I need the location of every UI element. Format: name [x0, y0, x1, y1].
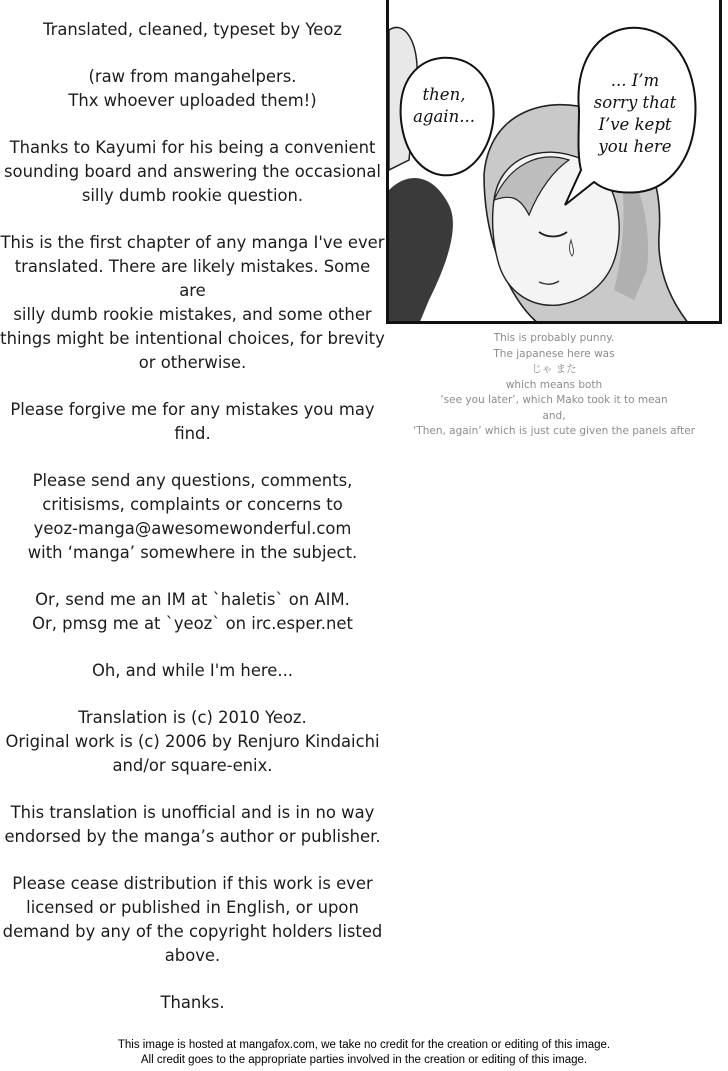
note-paragraph — [0, 872, 385, 968]
note-line: Thx whoever uploaded them!) — [68, 91, 317, 110]
note-line: sounding board and answering the occasional — [4, 162, 381, 181]
figure-shadow — [389, 178, 453, 324]
note-line: critisisms, complaints or concerns to — [42, 495, 343, 514]
note-line: find. — [174, 424, 211, 443]
note-line: Thanks to Kayumi for his being a convenient — [9, 138, 376, 157]
hosting-credit — [0, 1038, 728, 1068]
note-line: (raw from mangahelpers. — [88, 67, 297, 86]
speech-line: then, — [422, 85, 466, 104]
note-line: translated. There are likely mistakes. Some are — [14, 257, 371, 300]
speech-line: you here — [598, 137, 672, 156]
note-line: things might be intentional choices, for brevity — [0, 329, 385, 348]
note-line: endorsed by the manga’s author or publisher. — [4, 827, 381, 846]
note-line: silly dumb rookie question. — [81, 186, 304, 205]
note-line: Or, pmsg me at `yeoz` on irc.esper.net — [32, 614, 353, 633]
note-line: Or, send me an IM at `haletis` on AIM. — [35, 590, 350, 609]
translation-footnote — [386, 331, 722, 440]
note-line: Please cease distribution if this work is ever — [12, 874, 373, 893]
note-paragraph — [0, 991, 385, 1015]
footnote-line: The japanese here was — [493, 347, 615, 360]
footnote-line: which means both — [505, 378, 603, 391]
footnote-line: and, — [542, 409, 566, 422]
note-line: Oh, and while I'm here... — [91, 661, 294, 680]
note-line: Please send any questions, comments, — [32, 471, 353, 490]
note-paragraph — [0, 65, 385, 113]
note-line: Please forgive me for any mistakes you may — [10, 400, 375, 419]
note-line: silly dumb rookie mistakes, and some other — [13, 305, 372, 324]
note-line: This is the first chapter of any manga I've ever — [0, 233, 385, 252]
note-line: licensed or published in English, or upon — [26, 898, 359, 917]
speech-line: sorry that — [593, 93, 677, 112]
translator-notes — [0, 18, 385, 1038]
footnote-japanese: じゃ また — [531, 363, 577, 375]
note-paragraph — [0, 469, 385, 565]
note-line: or otherwise. — [138, 353, 247, 372]
thanks-line: Thanks. — [160, 993, 225, 1012]
note-paragraph — [0, 18, 385, 42]
footnote-line: ‘see you later’, which Mako took it to mean — [440, 394, 668, 406]
note-line: Translated, cleaned, typeset by Yeoz — [43, 20, 342, 39]
speech-text-right — [592, 70, 678, 158]
note-line: and/or square-enix. — [112, 756, 273, 775]
speech-line: I’ve kept — [598, 115, 672, 134]
note-line: This translation is unofficial and is in no way — [10, 803, 375, 822]
note-paragraph — [0, 231, 385, 375]
speech-text-left — [409, 84, 479, 128]
footnote-line: This is probably punny. — [493, 332, 615, 344]
contact-email: yeoz-manga@awesomewonderful.com — [33, 519, 352, 538]
note-paragraph — [0, 706, 385, 778]
note-line: above. — [164, 946, 221, 965]
speech-line: ... I’m — [610, 71, 660, 90]
note-paragraph — [0, 588, 385, 636]
note-paragraph — [0, 659, 385, 683]
note-paragraph — [0, 801, 385, 849]
note-line: Translation is (c) 2010 Yeoz. — [78, 708, 307, 727]
note-line: with ‘manga’ somewhere in the subject. — [27, 543, 358, 562]
note-line: demand by any of the copyright holders listed — [2, 922, 383, 941]
note-paragraph — [0, 136, 385, 208]
note-paragraph — [0, 398, 385, 446]
manga-panel — [386, 0, 722, 324]
credit-line: This image is hosted at mangafox.com, we take no credit for the creation or editing of this image. — [117, 1039, 611, 1051]
credit-line: All credit goes to the appropriate parties involved in the creation or editing of this image. — [140, 1054, 588, 1066]
note-line: Original work is (c) 2006 by Renjuro Kindaichi — [5, 732, 380, 751]
footnote-line: ‘Then, again’ which is just cute given the panels after — [412, 425, 696, 437]
manga-panel-artwork — [389, 0, 722, 324]
speech-line: again... — [413, 107, 475, 126]
